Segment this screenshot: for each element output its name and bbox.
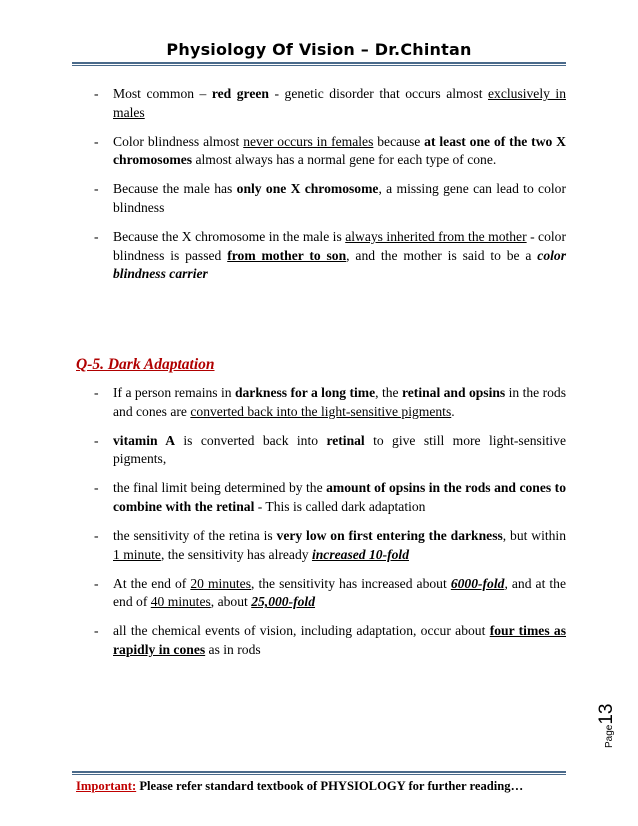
text-segment: to give still more light-sensitive pigments, xyxy=(113,432,566,467)
text-segment: from mother to son xyxy=(227,247,347,263)
text-segment: , the sensitivity has increased about xyxy=(251,575,451,591)
footer-note xyxy=(76,779,523,794)
text-segment: only one X chromosome xyxy=(236,181,379,197)
color-blindness-list xyxy=(76,85,566,294)
dark-adaptation-list xyxy=(76,384,566,670)
list-item xyxy=(76,527,566,564)
text-segment: - color blindness is passed xyxy=(113,229,566,263)
list-item xyxy=(76,575,566,612)
text-segment: in the rods and cones are xyxy=(113,385,567,419)
text-segment: Color blindness almost xyxy=(113,133,244,149)
text-segment: - This is called dark adaptation xyxy=(254,498,426,514)
text-segment: . xyxy=(451,403,455,419)
text-segment: 6000-fold xyxy=(450,575,505,591)
footer-important-label: Important: xyxy=(76,779,137,793)
section-heading-dark-adaptation: Q-5. Dark Adaptation xyxy=(76,356,215,373)
list-item xyxy=(76,479,566,516)
text-segment: always inherited from the mother xyxy=(345,229,527,245)
text-segment: vitamin A xyxy=(113,432,176,448)
text-segment: at least one of the two X chromosomes xyxy=(113,133,567,168)
text-segment: exclusively in males xyxy=(113,86,566,120)
text-segment: color blindness carrier xyxy=(113,247,566,282)
text-segment: darkness for a long time xyxy=(234,385,376,400)
bullet-dash: - xyxy=(94,385,99,400)
footer-rule xyxy=(72,771,566,775)
list-item xyxy=(76,432,566,469)
text-segment: - genetic disorder that occurs almost xyxy=(268,86,488,101)
list-item xyxy=(76,384,566,421)
page-number-value: 13 xyxy=(596,703,617,725)
list-item xyxy=(76,622,566,659)
text-segment: Because the male has xyxy=(113,181,237,197)
text-segment: , the sensitivity has already xyxy=(160,546,312,562)
text-segment: , and at the end of xyxy=(113,575,567,610)
text-segment: converted back into the light-sensitive pigments xyxy=(190,403,452,419)
text-segment: , the xyxy=(375,385,402,400)
bullet-dash: - xyxy=(94,432,99,448)
text-segment: almost always has a normal gene for each type of cone. xyxy=(192,152,497,168)
text-segment: the final limit being determined by the xyxy=(113,480,327,496)
text-segment: very low on first entering the darkness xyxy=(276,528,503,544)
text-segment: because xyxy=(373,133,425,149)
text-segment: never occurs in females xyxy=(243,133,374,149)
text-segment: retinal and opsins xyxy=(401,385,506,400)
list-item xyxy=(76,133,566,170)
text-segment: If a person remains in xyxy=(113,385,235,400)
bullet-dash: - xyxy=(94,575,99,591)
text-segment: 40 minutes xyxy=(150,594,211,610)
text-segment: Most common – xyxy=(113,86,212,101)
list-item xyxy=(76,228,566,284)
bullet-dash: - xyxy=(94,623,99,639)
text-segment: is converted back into xyxy=(175,432,327,448)
text-segment: retinal xyxy=(326,432,365,448)
bullet-dash: - xyxy=(94,229,99,245)
text-segment: 20 minutes xyxy=(190,575,252,591)
bullet-dash: - xyxy=(94,480,99,496)
text-segment: , and the mother is said to be a xyxy=(346,247,538,263)
text-segment: all the chemical events of vision, including adaptation, occur about xyxy=(113,623,490,639)
header-rule xyxy=(72,62,566,66)
list-item xyxy=(76,180,566,217)
footer-text: Please refer standard textbook of PHYSIOLOGY for further reading… xyxy=(136,779,524,793)
text-segment: red green xyxy=(211,86,269,101)
page-number xyxy=(596,704,618,749)
bullet-dash: - xyxy=(94,133,99,149)
text-segment: increased 10-fold xyxy=(311,546,409,562)
page-label: Page xyxy=(604,724,615,748)
text-segment: , about xyxy=(210,594,252,610)
text-segment: , but within xyxy=(502,528,566,544)
text-segment: 1 minute xyxy=(113,546,161,562)
text-segment: four times as rapidly in cones xyxy=(113,623,566,658)
list-item xyxy=(76,85,566,122)
text-segment: the sensitivity of the retina is xyxy=(113,528,277,544)
text-segment: 25,000-fold xyxy=(251,594,316,610)
bullet-dash: - xyxy=(94,528,99,544)
bullet-dash: - xyxy=(94,86,99,101)
text-segment: as in rods xyxy=(205,642,261,658)
text-segment: Because the X chromosome in the male is xyxy=(113,229,346,245)
text-segment: amount of opsins in the rods and cones to combine with the retinal xyxy=(113,480,566,514)
bullet-dash: - xyxy=(94,181,99,197)
text-segment: At the end of xyxy=(113,575,191,591)
header-title: Physiology Of Vision – Dr.Chintan xyxy=(166,40,472,59)
text-segment: , a missing gene can lead to color blindness xyxy=(113,181,566,215)
